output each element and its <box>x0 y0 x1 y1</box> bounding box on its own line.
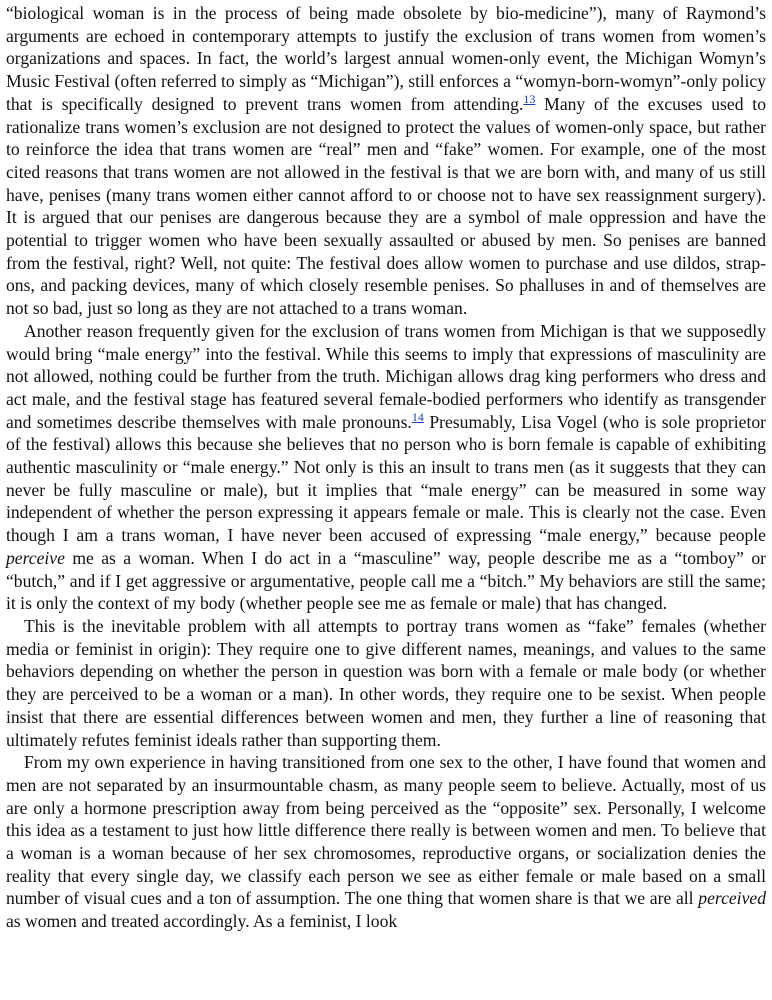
paragraph-2-text-b: Presumably, Lisa Vogel (who is sole proprietor of the festival) allows this because she believes that no person who is born female is capable of exhibiting authentic masculinity or “male energy.” Not only is this an insult to trans men (as it suggests that they can never be fully masculine or male), but it implies that “male energy” can be measured in some way independent of whether the person expressing it appears female or male. This is clearly not the case. Even though I am a trans woman, I have never been accused of expressing “male energy,” because people <box>6 411 766 546</box>
paragraph-3 <box>6 615 766 751</box>
paragraph-2 <box>6 320 766 615</box>
paragraph-1 <box>6 2 766 320</box>
emphasis-perceived: perceived <box>698 888 766 909</box>
footnote-ref-14[interactable]: 14 <box>411 409 424 424</box>
paragraph-1-text-b: Many of the excuses used to rationalize trans women’s exclusion are not designed to protect the values of women-only space, but rather to reinforce the idea that trans women are “real” men and “fake” women. For example, one of the most cited reasons that trans women are not allowed in the festival is that we are born with, and many of us still have, penises (many trans women either cannot afford to or choose not to have sex reassignment surgery). It is argued that our penises are dangerous because they are a symbol of male oppression and have the potential to trigger women who have been sexually assaulted or abused by men. So penises are banned from the festival, right? Well, not quite: The festival does allow women to purchase and use dildos, strap-ons, and packing devices, many of which closely resemble penises. So phalluses in and of themselves are not so bad, just so long as they are not attached to a trans woman. <box>6 93 766 319</box>
paragraph-4-text-a: From my own experience in having transitioned from one sex to the other, I have found that women and men are not separated by an insurmountable chasm, as many people seem to believe. Actually, most of us are only a hormone prescription away from being perceived as the “opposite” sex. Personally, I welcome this idea as a testament to just how little difference there really is between women and men. To believe that a woman is a woman because of her sex chromosomes, reproductive organs, or socialization denies the reality that every single day, we classify each person we see as either female or male based on a small number of visual cues and a ton of assumption. The one thing that women share is that we are all <box>6 752 766 909</box>
paragraph-1-text-a: “biological woman is in the process of being made obsolete by bio-medicine”), many of Raymond’s arguments are echoed in contemporary attempts to justify the exclusion of trans women from women’s organizations and spaces. In fact, the world’s largest annual women-only event, the Michigan Womyn’s Music Festival (often referred to simply as “Michigan”), still enforces a “womyn-born-womyn”-only policy that is specifically designed to prevent trans women from attending. <box>6 3 766 114</box>
paragraph-2-text-a: Another reason frequently given for the exclusion of trans women from Michigan is that we supposedly would bring “male energy” into the festival. While this seems to imply that expressions of masculinity are not allowed, nothing could be further from the truth. Michigan allows drag king performers who dress and act male, and the festival stage has featured several female-bodied performers who identify as transgender and sometimes describe themselves with male pronouns. <box>6 320 766 432</box>
paragraph-2-text-c: me as a woman. When I do act in a “masculine” way, people describe me as a “tomboy” or “butch,” and if I get aggressive or argumentative, people call me a “bitch.” My behaviors are still the same; it is only the context of my body (whether people see me as female or male) that has changed. <box>6 547 766 614</box>
emphasis-perceive: perceive <box>6 547 65 568</box>
paragraph-3-text: This is the inevitable problem with all attempts to portray trans women as “fake” females (whether media or feminist in origin): They require one to give different names, meanings, and values to the same behaviors depending on whether the person in question was born with a female or male body (or whether they are perceived to be a woman or a man). In other words, they require one to be sexist. When people insist that there are essential differences between women and men, they further a line of reasoning that ultimately refutes feminist ideals rather than supporting them. <box>6 615 766 750</box>
paragraph-4 <box>6 751 766 933</box>
footnote-ref-13[interactable]: 13 <box>523 91 536 106</box>
paragraph-4-text-b: as women and treated accordingly. As a feminist, I look <box>6 911 398 932</box>
